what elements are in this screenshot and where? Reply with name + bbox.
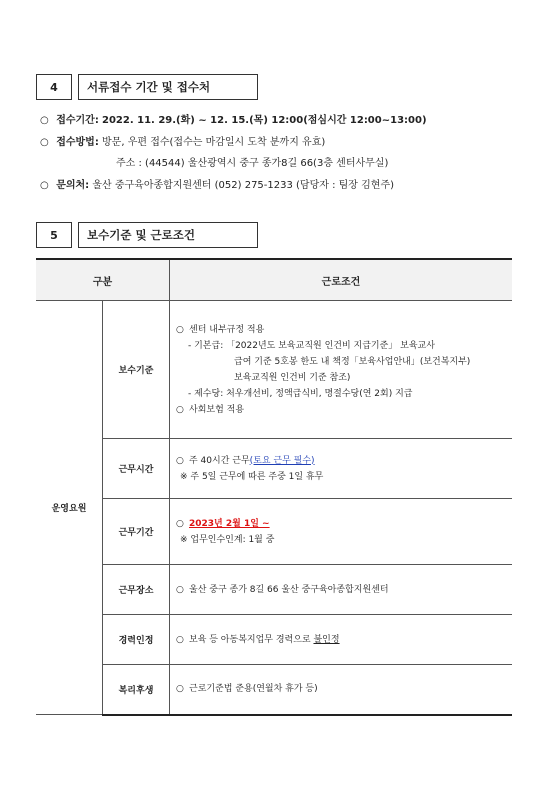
contact-line xyxy=(40,176,394,191)
section-4-header xyxy=(36,74,258,100)
group-label: 운영요원 xyxy=(36,301,103,715)
period-label: 접수기간: xyxy=(56,115,99,126)
bullet-icon: ○ xyxy=(176,455,184,466)
place-line: 울산 중구 종가 8길 66 울산 중구육아종합지원센터 xyxy=(189,584,389,595)
bullet-icon: ○ xyxy=(176,634,184,645)
pay-line: 사회보험 적용 xyxy=(189,404,245,415)
bullet-icon: ○ xyxy=(176,684,184,695)
bullet-icon: ○ xyxy=(40,137,49,148)
category-place: 근무장소 xyxy=(103,565,170,615)
category-career: 경력인정 xyxy=(103,615,170,665)
not-recognized: 불인정 xyxy=(313,634,340,645)
period-value: 2022. 11. 29.(화) ~ 12. 15.(목) 12:00(점심시간 12:00~13:00) xyxy=(102,115,427,126)
method-line xyxy=(40,133,325,148)
section-number: 4 xyxy=(36,74,72,100)
hours-note: ※ 주 5일 근무에 따른 주중 1일 휴무 xyxy=(180,471,324,482)
header-conditions: 근로조건 xyxy=(170,259,513,301)
period-note: ※ 업무인수인계: 1월 중 xyxy=(180,534,275,545)
hours-line: 주 40시간 근무 xyxy=(189,455,250,466)
pay-line: 급여 기준 5호봉 한도 내 책정「보육사업안내」(보건복지부) xyxy=(234,356,471,367)
bullet-icon: ○ xyxy=(176,404,184,415)
welfare-line: 근로기준법 준용(연월차 휴가 등) xyxy=(189,684,318,695)
contact-value: 울산 중구육아종합지원센터 (052) 275-1233 (담당자 : 팀장 김현주) xyxy=(92,180,395,191)
pay-details xyxy=(170,301,513,439)
pay-line: - 기본급: 「2022년도 보육교직원 인건비 지급기준」 보육교사 xyxy=(188,340,435,351)
method-label: 접수방법: xyxy=(56,137,99,148)
category-welfare: 복리후생 xyxy=(103,665,170,715)
bullet-icon: ○ xyxy=(40,115,49,126)
saturday-required: (토요 근무 필수) xyxy=(249,455,315,466)
place-details xyxy=(170,565,513,615)
section-number: 5 xyxy=(36,222,72,248)
bullet-icon: ○ xyxy=(40,180,49,191)
working-conditions-table xyxy=(36,258,512,716)
career-details xyxy=(170,615,513,665)
start-date: 2023년 2월 1일 ~ xyxy=(189,518,270,529)
pay-line: 보육교직원 인건비 기준 참조) xyxy=(234,372,351,383)
section-title: 보수기준 및 근로조건 xyxy=(78,222,258,248)
pay-line: - 제수당: 처우개선비, 정액급식비, 명절수당(연 2회) 지급 xyxy=(188,388,413,399)
method-value: 방문, 우편 접수(접수는 마감일시 도착 분까지 유효) xyxy=(102,137,326,148)
category-pay: 보수기준 xyxy=(103,301,170,439)
section-title: 서류접수 기간 및 접수처 xyxy=(78,74,258,100)
hours-details xyxy=(170,439,513,499)
header-category: 구분 xyxy=(36,259,170,301)
bullet-icon: ○ xyxy=(176,324,184,335)
category-period: 근무기간 xyxy=(103,499,170,565)
career-line: 보육 등 아동복지업무 경력으로 xyxy=(189,634,314,645)
welfare-details xyxy=(170,665,513,715)
period-line xyxy=(40,111,427,126)
contact-label: 문의처: xyxy=(56,180,90,191)
section-5-header xyxy=(36,222,258,248)
address-line: 주소 : (44544) 울산광역시 중구 종가8길 66(3층 센터사무실) xyxy=(116,158,389,169)
bullet-icon: ○ xyxy=(176,518,184,529)
category-hours: 근무시간 xyxy=(103,439,170,499)
period-details xyxy=(170,499,513,565)
pay-line: 센터 내부규정 적용 xyxy=(189,324,265,335)
bullet-icon: ○ xyxy=(176,584,184,595)
